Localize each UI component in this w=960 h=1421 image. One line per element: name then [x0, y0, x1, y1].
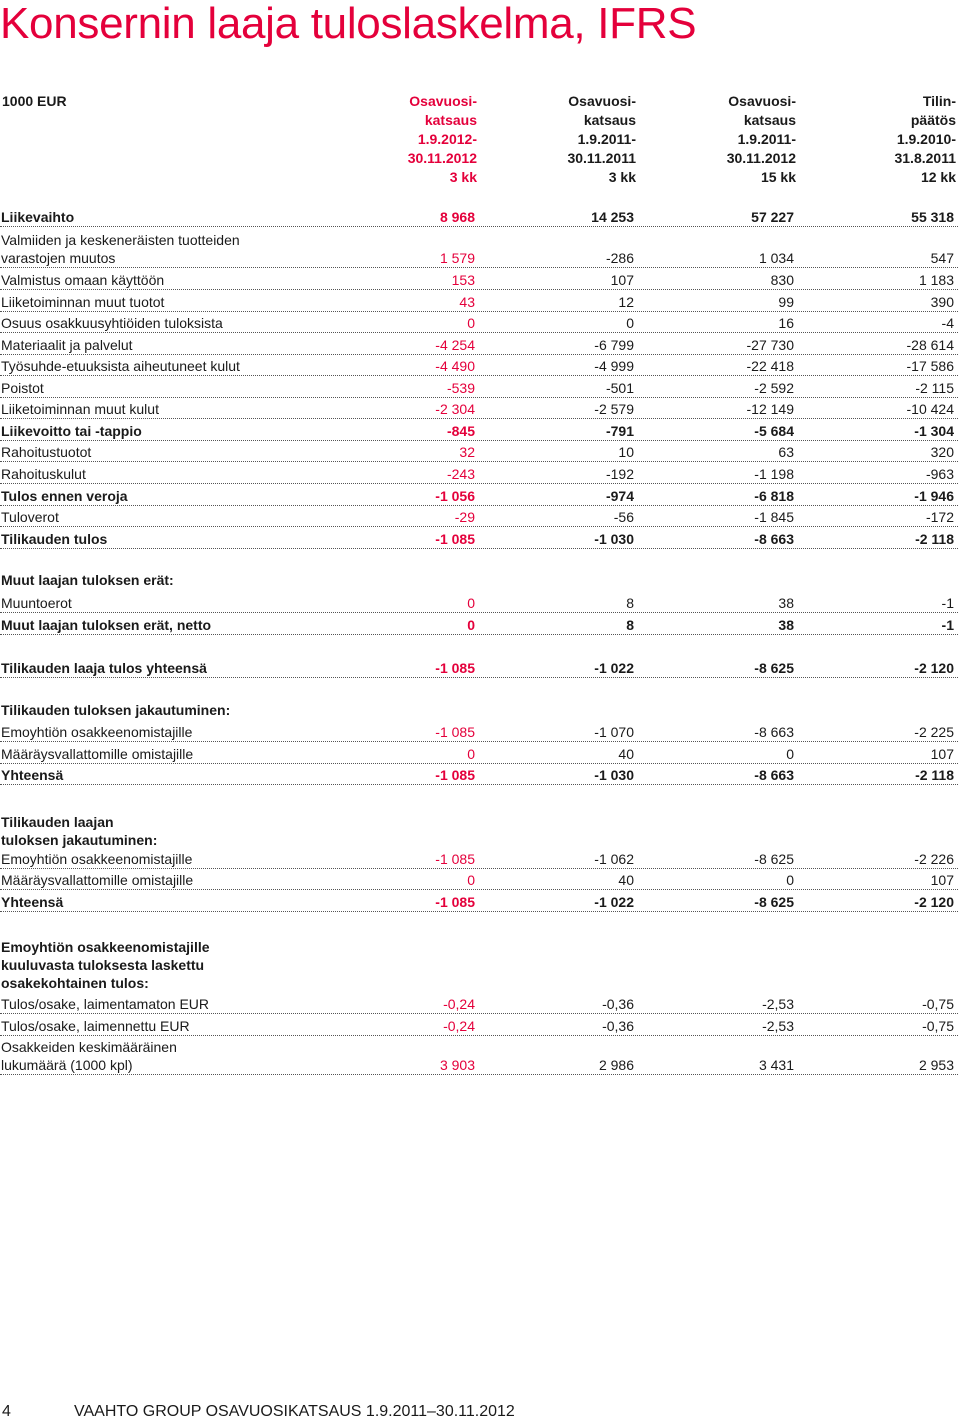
table-row: [0, 745, 958, 764]
cell-value: 8: [626, 617, 634, 633]
row-label: Emoyhtiön osakkeenomistajille kuuluvasta tuloksesta laskettu osakekohtainen tulos:: [1, 939, 210, 991]
cell-value: 0: [467, 315, 475, 331]
table-row: [0, 422, 958, 441]
row-label: Valmistus omaan käyttöön: [1, 272, 165, 288]
table-row: [0, 723, 958, 742]
cell-value: -1 062: [594, 851, 634, 867]
table-row: [0, 271, 958, 290]
cell-value: 3 903: [439, 1057, 475, 1073]
cell-value: 38: [778, 617, 794, 633]
cell-value: -17 586: [906, 358, 954, 374]
section-heading: [0, 571, 958, 589]
cell-value: -1 070: [594, 724, 634, 740]
cell-value: 32: [459, 444, 475, 460]
table-row: [0, 400, 958, 419]
row-label: Osakkeiden keskimääräinen lukumäärä (1000 kpl): [1, 1039, 177, 1073]
cell-value: 320: [930, 444, 954, 460]
cell-value: -539: [446, 380, 475, 396]
table-row: [0, 208, 958, 227]
section-heading: [0, 813, 958, 849]
table-row: [0, 465, 958, 484]
row-label: Liiketoiminnan muut tuotot: [1, 294, 165, 310]
table-row: [0, 871, 958, 890]
cell-value: -4 999: [594, 358, 634, 374]
cell-value: -974: [605, 488, 634, 504]
cell-value: 0: [467, 617, 475, 633]
table-row: [0, 594, 958, 613]
row-label: Määräysvallattomille omistajille: [1, 746, 194, 762]
cell-value: -1 085: [435, 894, 475, 910]
cell-value: -8 625: [754, 851, 794, 867]
section-heading: [0, 701, 958, 719]
page-title: Konsernin laaja tuloslaskelma, IFRS: [0, 0, 697, 48]
cell-value: 0: [467, 872, 475, 888]
cell-value: -2 226: [914, 851, 954, 867]
footer-title: VAAHTO GROUP OSAVUOSIKATSAUS 1.9.2011–30.11.2012: [74, 1403, 515, 1420]
table-row: [0, 893, 958, 912]
cell-value: -6 818: [754, 488, 794, 504]
row-label: Emoyhtiön osakkeenomistajille: [1, 724, 193, 740]
cell-value: -1 946: [914, 488, 954, 504]
cell-value: -2 225: [914, 724, 954, 740]
cell-value: 0: [467, 595, 475, 611]
cell-value: -8 663: [754, 767, 794, 783]
cell-value: -0,24: [443, 1018, 475, 1034]
table-row: [0, 357, 958, 376]
cell-value: -2 120: [914, 894, 954, 910]
cell-value: 8: [626, 595, 634, 611]
cell-value: -12 149: [746, 401, 794, 417]
cell-value: -1 845: [754, 509, 794, 525]
cell-value: -8 625: [754, 660, 794, 676]
table-row: [0, 379, 958, 398]
cell-value: -22 418: [746, 358, 794, 374]
cell-value: -4: [941, 315, 954, 331]
cell-value: 16: [778, 315, 794, 331]
cell-value: 1 034: [758, 250, 794, 266]
cell-value: -4 254: [435, 337, 475, 353]
cell-value: -28 614: [906, 337, 954, 353]
cell-value: -2 120: [914, 660, 954, 676]
cell-value: -5 684: [754, 423, 794, 439]
cell-value: -1 022: [594, 894, 634, 910]
cell-value: -8 625: [754, 894, 794, 910]
row-label: Määräysvallattomille omistajille: [1, 872, 194, 888]
row-label: Työsuhde-etuuksista aiheutuneet kulut: [1, 358, 240, 374]
row-label: Tilikauden tulos: [1, 531, 108, 547]
cell-value: -2 304: [435, 401, 475, 417]
cell-value: -1: [941, 595, 954, 611]
cell-value: 390: [930, 294, 954, 310]
cell-value: -2 118: [915, 767, 954, 783]
table-row: [0, 530, 958, 549]
cell-value: -1 030: [594, 531, 634, 547]
cell-value: -1: [941, 617, 954, 633]
footer-page-number: 4: [2, 1403, 11, 1420]
cell-value: 40: [618, 872, 634, 888]
row-label: Tilikauden tuloksen jakautuminen:: [1, 702, 231, 718]
row-label: Muut laajan tuloksen erät, netto: [1, 617, 212, 633]
table-row: [0, 1017, 958, 1036]
cell-value: 2 986: [598, 1057, 634, 1073]
row-label: Tulos/osake, laimentamaton EUR: [1, 996, 210, 1012]
cell-value: 107: [610, 272, 634, 288]
table-row: [0, 659, 958, 678]
cell-value: 107: [930, 746, 954, 762]
cell-value: -2,53: [762, 1018, 794, 1034]
column-header-4: Tilin- päätös 1.9.2010- 31.8.2011 12 kk: [894, 93, 956, 185]
cell-value: 14 253: [591, 209, 634, 225]
table-row: [0, 231, 958, 268]
table-row: [0, 336, 958, 355]
table-row: [0, 995, 958, 1014]
cell-value: -1 085: [435, 531, 475, 547]
section-heading: [0, 938, 958, 992]
cell-value: -2 115: [915, 380, 954, 396]
cell-value: 43: [459, 294, 475, 310]
cell-value: -286: [605, 250, 634, 266]
cell-value: 2 953: [918, 1057, 954, 1073]
cell-value: 830: [770, 272, 794, 288]
table-row: [0, 508, 958, 527]
cell-value: -2,53: [762, 996, 794, 1012]
cell-value: 57 227: [751, 209, 794, 225]
cell-value: 55 318: [911, 209, 954, 225]
cell-value: 1 183: [918, 272, 954, 288]
cell-value: -192: [605, 466, 634, 482]
row-label: Yhteensä: [1, 894, 64, 910]
cell-value: -501: [605, 380, 634, 396]
cell-value: 0: [467, 746, 475, 762]
cell-value: -4 490: [435, 358, 475, 374]
row-label: Tulos ennen veroja: [1, 488, 128, 504]
cell-value: 38: [778, 595, 794, 611]
row-label: Rahoituskulut: [1, 466, 86, 482]
cell-value: -1 198: [754, 466, 794, 482]
cell-value: -1 085: [435, 660, 475, 676]
row-label: Muut laajan tuloksen erät:: [1, 572, 174, 588]
cell-value: -0,75: [922, 996, 954, 1012]
cell-value: -963: [925, 466, 954, 482]
row-label: Liikevoitto tai -tappio: [1, 423, 142, 439]
cell-value: -0,75: [922, 1018, 954, 1034]
cell-value: -0,36: [602, 1018, 634, 1034]
row-label: Materiaalit ja palvelut: [1, 337, 133, 353]
row-label: Tilikauden laaja tulos yhteensä: [1, 660, 207, 676]
row-label: Tuloverot: [1, 509, 59, 525]
cell-value: 3 431: [758, 1057, 794, 1073]
table-row: [0, 616, 958, 635]
cell-value: 0: [786, 746, 794, 762]
cell-value: 63: [778, 444, 794, 460]
cell-value: -791: [605, 423, 634, 439]
cell-value: 1 579: [439, 250, 475, 266]
cell-value: -2 118: [915, 531, 954, 547]
cell-value: -243: [446, 466, 475, 482]
cell-value: -1 304: [914, 423, 954, 439]
row-label: Emoyhtiön osakkeenomistajille: [1, 851, 193, 867]
row-label: Yhteensä: [1, 767, 64, 783]
cell-value: 153: [451, 272, 475, 288]
cell-value: 107: [930, 872, 954, 888]
table-row: [0, 443, 958, 462]
cell-value: -172: [925, 509, 954, 525]
cell-value: 10: [618, 444, 634, 460]
table-row: [0, 766, 958, 785]
cell-value: 0: [786, 872, 794, 888]
cell-value: 99: [778, 294, 794, 310]
row-label: Rahoitustuotot: [1, 444, 92, 460]
table-row: [0, 1038, 958, 1075]
row-label: Liiketoiminnan muut kulut: [1, 401, 159, 417]
cell-value: -27 730: [746, 337, 794, 353]
cell-value: -2 579: [594, 401, 634, 417]
row-label: Tilikauden laajan tuloksen jakautuminen:: [1, 814, 158, 848]
cell-value: -1 056: [435, 488, 475, 504]
cell-value: -2 592: [754, 380, 794, 396]
cell-value: -8 663: [754, 724, 794, 740]
column-header-3: Osavuosi- katsaus 1.9.2011- 30.11.2012 15 kk: [726, 93, 796, 185]
row-label: Muuntoerot: [1, 595, 72, 611]
cell-value: -56: [613, 509, 634, 525]
cell-value: -6 799: [594, 337, 634, 353]
row-label: Valmiiden ja keskeneräisten tuotteiden varastojen muutos: [1, 232, 240, 266]
table-row: [0, 293, 958, 312]
cell-value: -8 663: [754, 531, 794, 547]
cell-value: 0: [626, 315, 634, 331]
cell-value: -1 085: [435, 767, 475, 783]
cell-value: -1 085: [435, 724, 475, 740]
row-label: Liikevaihto: [1, 209, 75, 225]
cell-value: 12: [618, 294, 634, 310]
row-label: Poistot: [1, 380, 44, 396]
cell-value: 8 968: [439, 209, 475, 225]
column-header-2: Osavuosi- katsaus 1.9.2011- 30.11.2011 3 kk: [567, 93, 636, 185]
row-label: Osuus osakkuusyhtiöiden tuloksista: [1, 315, 223, 331]
cell-value: -1 022: [594, 660, 634, 676]
cell-value: -1 085: [435, 851, 475, 867]
unit-label: 1000 EUR: [2, 93, 67, 109]
cell-value: 547: [930, 250, 954, 266]
cell-value: -1 030: [594, 767, 634, 783]
cell-value: 40: [618, 746, 634, 762]
table-row: [0, 487, 958, 506]
cell-value: -0,36: [602, 996, 634, 1012]
cell-value: -29: [454, 509, 475, 525]
cell-value: -10 424: [906, 401, 954, 417]
row-label: Tulos/osake, laimennettu EUR: [1, 1018, 190, 1034]
table-row: [0, 850, 958, 869]
cell-value: -0,24: [443, 996, 475, 1012]
table-row: [0, 314, 958, 333]
cell-value: -845: [446, 423, 475, 439]
column-header-1: Osavuosi- katsaus 1.9.2012- 30.11.2012 3 kk: [407, 93, 477, 185]
